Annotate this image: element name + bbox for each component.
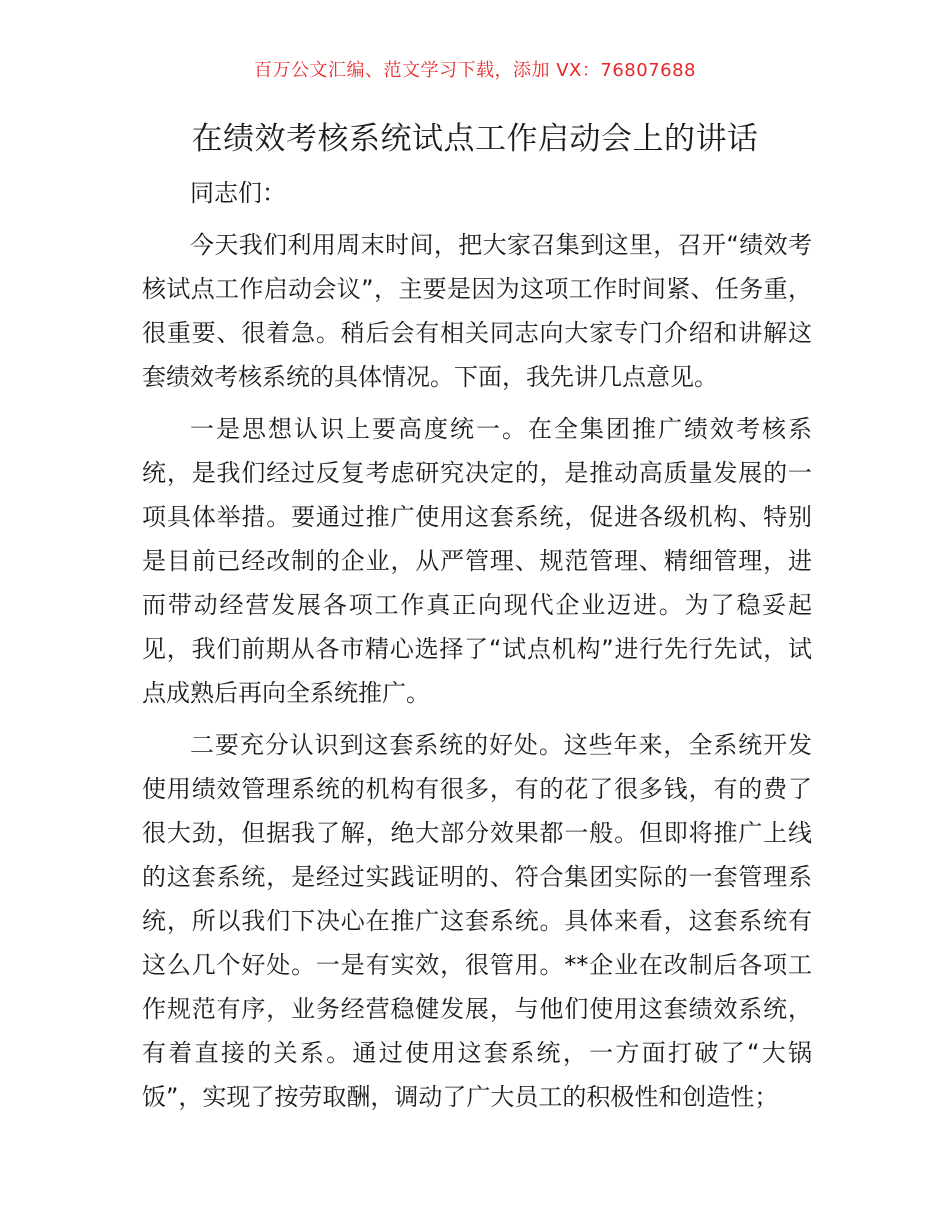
paragraph-point-two: 二要充分认识到这套系统的好处。这些年来，全系统开发使用绩效管理系统的机构有很多，有的花了很多钱，有的费了很大劲，但据我了解，绝大部分效果都一般。但即将推广上线的这套系统，是经过实践证明的、符合集团实际的一套管理系统，所以我们下决心在推广这套系统。具体来看，这套系统有这么几个好处。一是有实效，很管用。**企业在改制后各项工作规范有序，业务经营稳健发展，与他们使用这套绩效系统，有着直接的关系。通过使用这套系统，一方面打破了“大锅饭”，实现了按劳取酬，调动了广大员工的积极性和创造性；: [142, 731, 812, 1111]
document-body: [142, 171, 812, 1127]
document-title: 在绩效考核系统试点工作启动会上的讲话: [191, 121, 759, 157]
salutation: 同志们：: [190, 179, 286, 207]
paragraph-point-one: 一是思想认识上要高度统一。在全集团推广绩效考核系统，是我们经过反复考虑研究决定的，是推动高质量发展的一项具体举措。要通过推广使用这套系统，促进各级机构、特别是目前已经改制的企业，从严管理、规范管理、精细管理，进而带动经营发展各项工作真正向现代企业迈进。为了稳妥起见，我们前期从各市精心选择了“试点机构”进行先行先试，试点成熟后再向全系统推广。: [142, 415, 812, 707]
header-banner: 百万公文汇编、范文学习下载，添加 VX：76807688: [254, 60, 696, 81]
paragraph-intro: 今天我们利用周末时间，把大家召集到这里，召开“绩效考核试点工作启动会议”，主要是因为这项工作时间紧、任务重，很重要、很着急。稍后会有相关同志向大家专门介绍和讲解这套绩效考核系统的具体情况。下面，我先讲几点意见。: [142, 231, 812, 391]
